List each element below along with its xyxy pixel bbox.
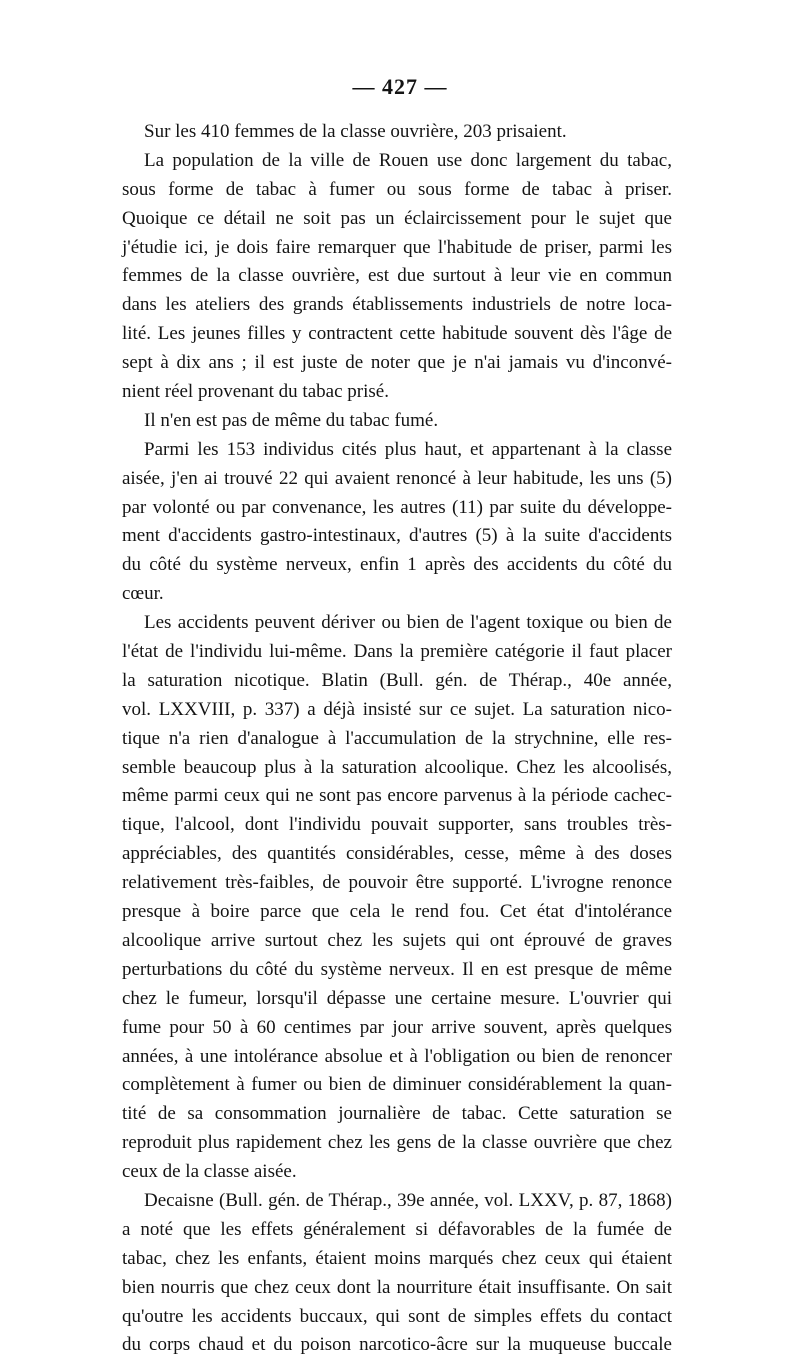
text-line: a noté que les effets généralement si défavorables de la fumée de [122, 1218, 672, 1240]
text-line: du côté du système nerveux, enfin 1 après des accidents du côté du [122, 554, 672, 576]
text-line: l'état de l'individu lui-même. Dans la première catégorie il faut placer [122, 641, 672, 663]
text-line: Les accidents peuvent dériver ou bien de l'agent toxique ou bien de [144, 612, 672, 634]
text-line: tique, l'alcool, dont l'individu pouvait supporter, sans troubles très- [122, 814, 672, 836]
text-line: relativement très-faibles, de pouvoir être supporté. L'ivrogne renonce [122, 872, 672, 894]
text-line: années, à une intolérance absolue et à l'obligation ou bien de renoncer [122, 1045, 672, 1067]
text-line: complètement à fumer ou bien de diminuer considérablement la quan- [122, 1074, 672, 1096]
text-line: la saturation nicotique. Blatin (Bull. gén. de Thérap., 40e année, [122, 669, 672, 691]
text-line: sept à dix ans ; il est juste de noter que je n'ai jamais vu d'inconvé- [122, 352, 672, 374]
text-line: bien nourris que chez ceux dont la nourriture était insuffisante. On sait [122, 1276, 672, 1298]
text-line: vol. LXXVIII, p. 337) a déjà insisté sur ce sujet. La saturation nico- [122, 698, 672, 720]
text-line: La population de la ville de Rouen use donc largement du tabac, [144, 149, 672, 171]
text-line: tité de sa consommation journalière de tabac. Cette saturation se [122, 1103, 672, 1125]
text-line: appréciables, des quantités considérables, cesse, même à des doses [122, 843, 672, 865]
body-text [122, 118, 672, 1360]
text-line: tabac, chez les enfants, étaient moins marqués chez ceux qui étaient [122, 1247, 672, 1269]
text-line: cœur. [122, 583, 164, 605]
text-line: nient réel provenant du tabac prisé. [122, 381, 389, 403]
text-line: Quoique ce détail ne soit pas un éclaircissement pour le sujet que [122, 207, 672, 229]
text-line: reproduit plus rapidement chez les gens de la classe ouvrière que chez [122, 1132, 672, 1154]
text-line: Parmi les 153 individus cités plus haut, et appartenant à la classe [144, 438, 672, 460]
text-line: perturbations du côté du système nerveux. Il en est presque de même [122, 958, 672, 980]
text-line: presque à boire parce que cela le rend fou. Cet état d'intolérance [122, 901, 672, 923]
text-line: Il n'en est pas de même du tabac fumé. [144, 409, 439, 431]
page-number: — 427 — [352, 74, 448, 99]
text-line: Sur les 410 femmes de la classe ouvrière, 203 prisaient. [144, 121, 567, 142]
text-line: lité. Les jeunes filles y contractent cette habitude souvent dès l'âge de [122, 323, 672, 345]
text-line: dans les ateliers des grands établissements industriels de notre loca- [122, 294, 672, 316]
text-line: par volonté ou par convenance, les autres (11) par suite du développe- [122, 496, 672, 518]
text-line: Decaisne (Bull. gén. de Thérap., 39e année, vol. LXXV, p. 87, 1868) [144, 1189, 672, 1211]
text-line: même parmi ceux qui ne sont pas encore parvenus à la période cachec- [122, 785, 672, 807]
text-line: tique n'a rien d'analogue à l'accumulation de la strychnine, elle res- [122, 727, 672, 749]
text-line: sous forme de tabac à fumer ou sous forme de tabac à priser. [122, 178, 672, 200]
text-line: fume pour 50 à 60 centimes par jour arrive souvent, après quelques [122, 1016, 672, 1038]
text-line: ceux de la classe aisée. [122, 1161, 297, 1183]
text-line: du corps chaud et du poison narcotico-âcre sur la muqueuse buccale [122, 1334, 672, 1356]
text-line: chez le fumeur, lorsqu'il dépasse une certaine mesure. L'ouvrier qui [122, 987, 672, 1009]
text-line: alcoolique arrive surtout chez les sujets qui ont éprouvé de graves [122, 929, 672, 951]
text-line: ment d'accidents gastro-intestinaux, d'autres (5) à la suite d'accidents [122, 525, 672, 547]
text-line: semble beaucoup plus à la saturation alcoolique. Chez les alcoolisés, [122, 756, 672, 778]
text-line: aisée, j'en ai trouvé 22 qui avaient renoncé à leur habitude, les uns (5) [122, 467, 672, 489]
text-line: qu'outre les accidents buccaux, qui sont de simples effets du contact [122, 1305, 672, 1327]
text-line: femmes de la classe ouvrière, est due surtout à leur vie en commun [122, 265, 672, 287]
text-line: j'étudie ici, je dois faire remarquer que l'habitude de priser, parmi les [122, 236, 672, 258]
